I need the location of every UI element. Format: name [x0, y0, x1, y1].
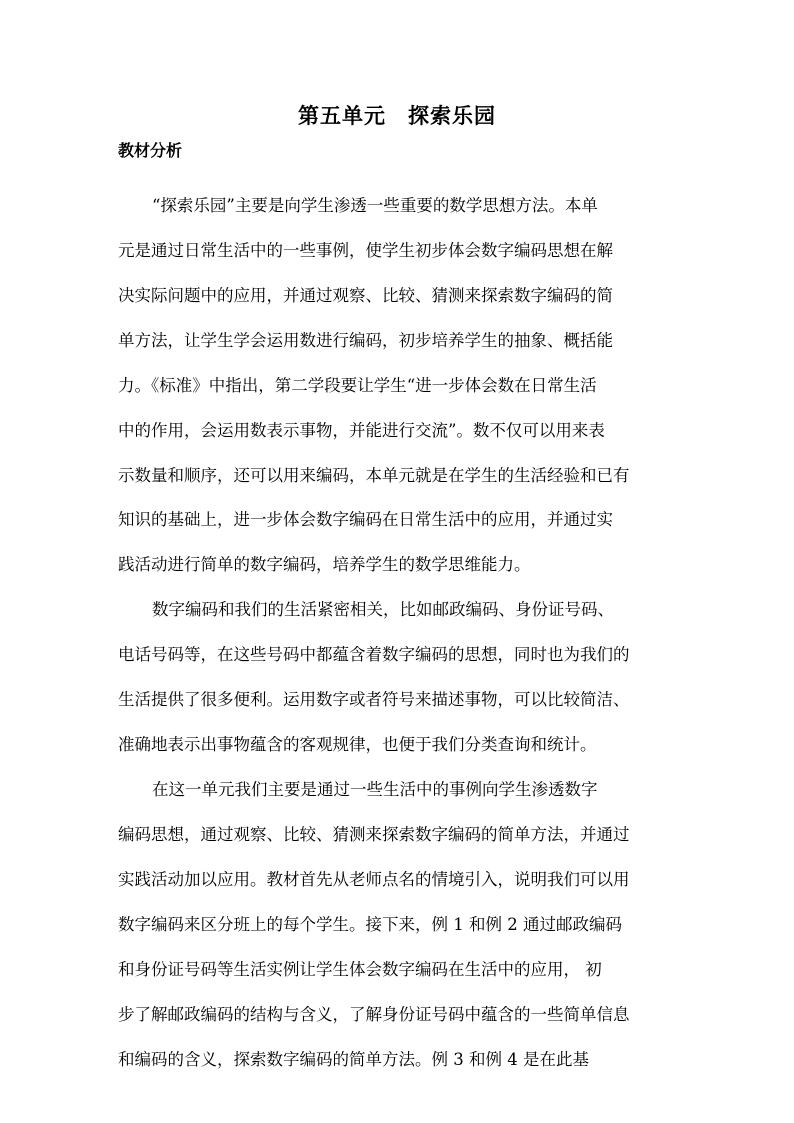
- paragraph-line: 电话号码等，在这些号码中都蕴含着数字编码的思想，同时也为我们的: [118, 645, 630, 664]
- paragraph-line: 和身份证号码等生活实例让学生体会数字编码在生活中的应用， 初: [118, 960, 602, 979]
- paragraph-line: 步了解邮政编码的结构与含义，了解身份证号码中蕴含的一些简单信息: [118, 1005, 630, 1024]
- paragraph-line: 中的作用，会运用数表示事物，并能进行交流”。数不仅可以用来表: [118, 421, 605, 440]
- paragraph-line: 在这一单元我们主要是通过一些生活中的事例向学生渗透数字: [152, 780, 598, 799]
- paragraph-line: 编码思想，通过观察、比较、猜测来探索数字编码的简单方法，并通过: [118, 825, 630, 844]
- paragraph-line: 元是通过日常生活中的一些事例，使学生初步体会数字编码思想在解: [118, 241, 613, 260]
- paragraph-line: 数字编码来区分班上的每个学生。接下来，例 1 和例 2 通过邮政编码: [118, 915, 622, 934]
- paragraph-line: 和编码的含义，探索数字编码的简单方法。例 3 和例 4 是在此基: [118, 1050, 589, 1069]
- paragraph-line: 决实际问题中的应用，并通过观察、比较、猜测来探索数字编码的简: [118, 286, 613, 305]
- paragraph-line: 知识的基础上，进一步体会数字编码在日常生活中的应用，并通过实: [118, 510, 613, 529]
- paragraph-line: 示数量和顺序，还可以用来编码，本单元就是在学生的生活经验和已有: [118, 466, 630, 485]
- page-title: 第五单元 探索乐园: [298, 103, 496, 128]
- paragraph-line: 实践活动加以应用。教材首先从老师点名的情境引入，说明我们可以用: [118, 870, 630, 889]
- paragraph-line: 准确地表示出事物蕴含的客观规律，也便于我们分类查询和统计。: [118, 735, 597, 754]
- paragraph-line: 单方法，让学生学会运用数进行编码，初步培养学生的抽象、概括能: [118, 331, 613, 350]
- paragraph-line: 力。《标准》中指出，第二学段要让学生“进一步体会数在日常生活: [118, 376, 597, 395]
- paragraph-line: “探索乐园”主要是向学生渗透一些重要的数学思想方法。本单: [152, 196, 598, 215]
- paragraph-line: 生活提供了很多便利。运用数字或者符号来描述事物，可以比较简洁、: [118, 690, 630, 709]
- section-heading: 教材分析: [118, 141, 183, 160]
- paragraph-line: 践活动进行简单的数字编码，培养学生的数学思维能力。: [118, 555, 531, 574]
- paragraph-line: 数字编码和我们的生活紧密相关，比如邮政编码、身份证号码、: [152, 600, 614, 619]
